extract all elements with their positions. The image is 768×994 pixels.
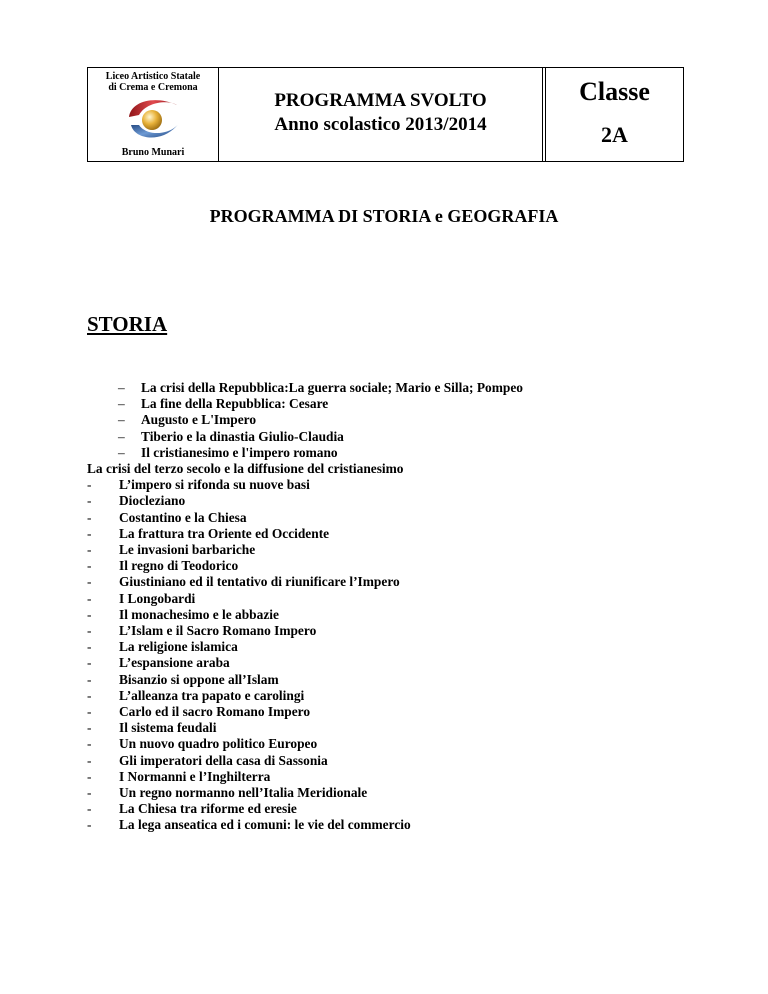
list-item: - Costantino e la Chiesa [87, 510, 523, 526]
list-item: - Il regno di Teodorico [87, 558, 523, 574]
topics-block [87, 380, 523, 834]
document-header [87, 67, 684, 162]
list-item: – Il cristianesimo e l'impero romano [87, 445, 523, 461]
school-name-line1: Liceo Artistico Statale [105, 71, 201, 82]
list-item: - L’espansione araba [87, 655, 523, 671]
list-item: - I Normanni e l’Inghilterra [87, 769, 523, 785]
program-title: PROGRAMMA SVOLTO [274, 89, 487, 111]
section-title: STORIA [87, 312, 168, 336]
list-item: - Bisanzio si oppone all’Islam [87, 672, 523, 688]
list-item: - L’alleanza tra papato e carolingi [87, 688, 523, 704]
subject-title: PROGRAMMA DI STORIA e GEOGRAFIA [209, 206, 559, 226]
list-item: - Il sistema feudali [87, 720, 523, 736]
class-value: 2A [601, 122, 628, 147]
list-item: - La Chiesa tra riforme ed eresie [87, 801, 523, 817]
list-item: - I Longobardi [87, 591, 523, 607]
list-item: – Augusto e L'Impero [87, 412, 523, 428]
list-item: - Giustiniano ed il tentativo di riunificare l’Impero [87, 574, 523, 590]
list-item: - La lega anseatica ed i comuni: le vie del commercio [87, 817, 523, 833]
list-item: - Il monachesimo e le abbazie [87, 607, 523, 623]
list-item: - L’impero si rifonda su nuove basi [87, 477, 523, 493]
topics-primary-list [87, 380, 523, 461]
school-name-line2: di Crema e Cremona [108, 82, 198, 93]
class-label: Classe [579, 77, 650, 106]
school-logo-icon [125, 95, 183, 143]
list-item: - L’Islam e il Sacro Romano Impero [87, 623, 523, 639]
list-item: - Le invasioni barbariche [87, 542, 523, 558]
list-item: – La fine della Repubblica: Cesare [87, 396, 523, 412]
topics-subheading: La crisi del terzo secolo e la diffusione del cristianesimo [87, 461, 404, 477]
list-item: – La crisi della Repubblica:La guerra sociale; Mario e Silla; Pompeo [87, 380, 523, 396]
program-title-cell [219, 68, 543, 161]
school-logo-cell [88, 68, 219, 161]
logo-caption: Bruno Munari [121, 147, 185, 158]
list-item: - Carlo ed il sacro Romano Impero [87, 704, 523, 720]
list-item: - La religione islamica [87, 639, 523, 655]
class-cell [545, 68, 683, 161]
list-item: - La frattura tra Oriente ed Occidente [87, 526, 523, 542]
school-year: Anno scolastico 2013/2014 [274, 113, 487, 135]
list-item: - Un regno normanno nell’Italia Meridionale [87, 785, 523, 801]
school-name [88, 71, 218, 93]
list-item: - Gli imperatori della casa di Sassonia [87, 753, 523, 769]
topics-secondary-list [87, 477, 523, 833]
list-item: – Tiberio e la dinastia Giulio-Claudia [87, 429, 523, 445]
list-item: - Un nuovo quadro politico Europeo [87, 736, 523, 752]
list-item: - Diocleziano [87, 493, 523, 509]
